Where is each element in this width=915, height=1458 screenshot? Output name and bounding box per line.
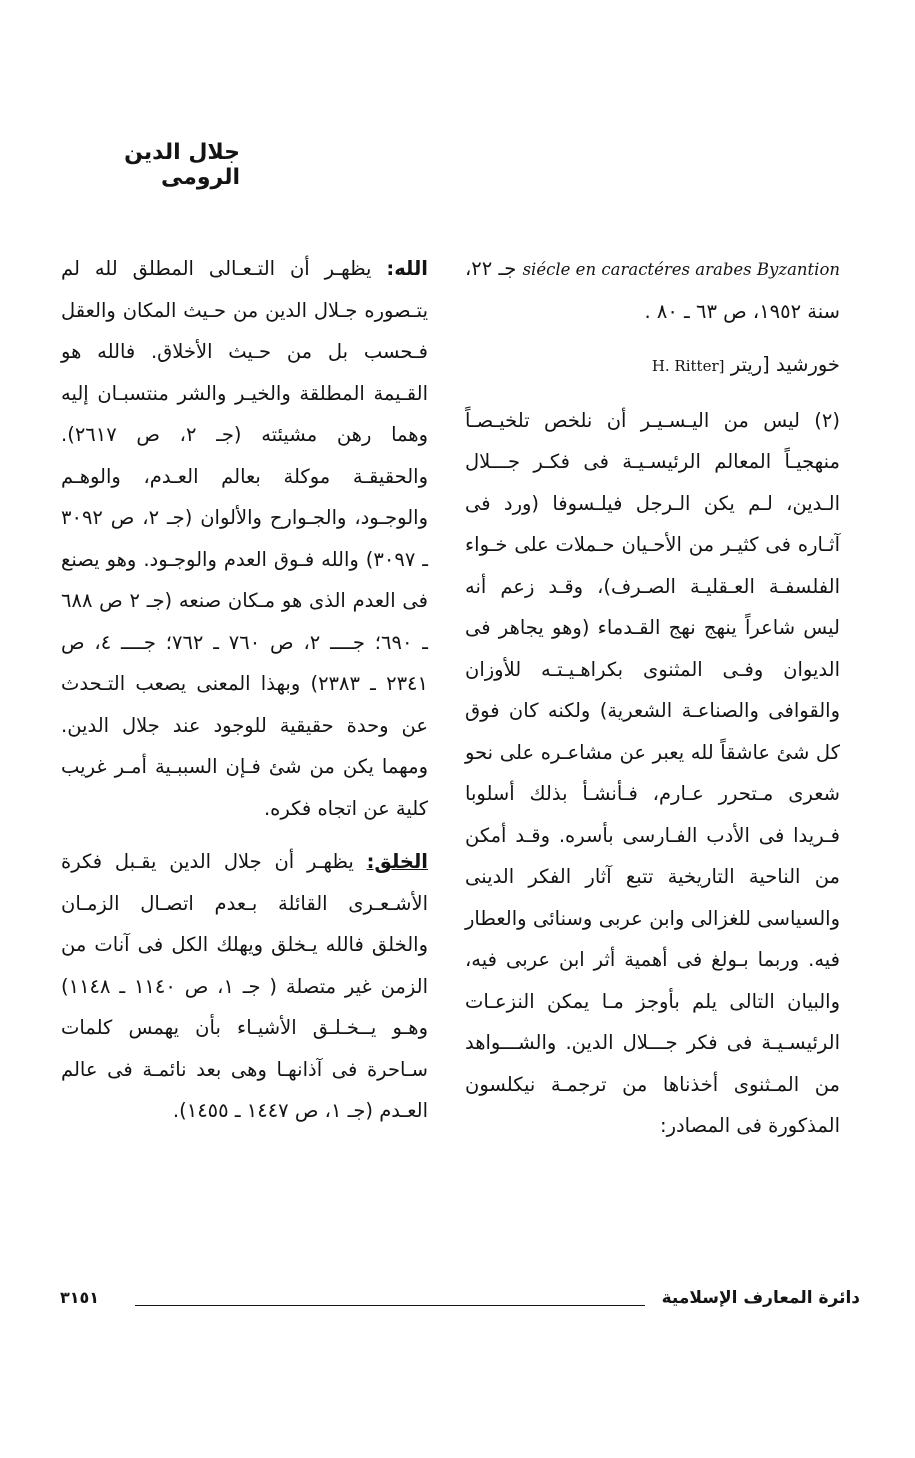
creation-paragraph (61, 841, 428, 1132)
citation-latin: siécle en caractéres arabes Byzantion (522, 260, 841, 279)
note-body: تلخيـصـاً منهجيـاً المعالم الرئيسـيـة فى فكـر جـــلال الـدين، لـم يكن الـرجل فيلـسوفا (ورد فى آثـاره فى كثيـر من الأحـيان حـملات على خـواء الفلسفـة العـقليـة الصـرف)، وقـد زعم أنه ليس شاعراً ينهج نهج القـدماء (وهو يجاهر فى الديوان وفـى المثنوى بكراهـيـتـه للأوزان والقوافى والصناعـة الشعرية) ولكنه كان فوق كل شئ عاشقاً لله يعبر عن مشاعـره على نحو شعرى مـتحرر عـارم، فـأنشـأ بذلك أسلوبا فـريدا فى الأدب الفـارسى بأسره. وقـد أمكن من الناحية التاريخية تتبع آثار الفكر الدينى والسياسى للغزالى وابن عربى وسنائى والعطار فيه. وربما بـولغ فى أهمية أثر ابن عربى فيه، والبيان التالى يلم بأوجز مـا يمكن النزعـات الرئيسـيـة فى فكر جـــلال الدين. والشـــواهد من المـثنوى أخذناها من ترجمـة نيكلسون المذكورة فى المصادر: (465, 408, 840, 1137)
footer-rule (135, 1305, 645, 1306)
author-latin: H. Ritter] (651, 357, 725, 375)
god-paragraph (61, 248, 428, 829)
page-number: ٣١٥١ (60, 1288, 100, 1307)
footer-encyclopedia-title: دائرة المعارف الإسلامية (661, 1288, 860, 1308)
author-paragraph (465, 344, 840, 388)
creation-body: يظهـر أن جلال الدين يقـبل فكرة الأشـعـرى القائلة بـعدم اتصـال الزمـان والخلق فالله يـخلق ويهلك الكل فى آنات من الزمن غير متصلة ( جـ ١، ص ١١٤٠ ـ ١١٤٨) وهـو يــخـلـق الأشيـاء بأن يهمس كلمات سـاحرة فى آذانهـا وهى بعد نائمـة فى عالم العـدم (جـ ١، ص ١٤٤٧ ـ ١٤٥٥). (61, 850, 428, 1122)
note-lead: (٢) ليس من اليـسـيـر أن نلخص (544, 408, 840, 432)
running-title: جلال الدين الرومى (124, 140, 240, 190)
right-column (465, 248, 840, 1147)
page-footer (60, 1288, 860, 1318)
note-paragraph (465, 400, 840, 1147)
author-arabic: خورشيد [ريتر (730, 353, 840, 376)
god-body: يظهـر أن التـعـالى المطلق لله لم يتـصوره جـلال الدين من حـيث المكان والعقل فـحسب بل من حـيث الأخلاق. فالله هو القـيمة المطلقة والخيـر والشر منتسبـان إليه وهما رهن مشيئته (جـ ٢، ص ٢٦١٧). والحقيقـة موكلة بعالم العـدم، والوهـم والوجـود، والجـوارح والألوان (جـ ٢، ص ٣٠٩٢ ـ ٣٠٩٧) والله فـوق العدم والوجـود. وهو يصنع فى العدم الذى هو مـكان صنعه (جـ ٢ ص ٦٨٨ ـ ٦٩٠؛ جــــ ٢، ص ٧٦٠ ـ ٧٦٢؛ جــــ ٤، ص ٢٣٤١ ـ ٢٣٨٣) وبهذا المعنى يصعب التـحدث عن وحدة حقيقية للوجود عند جلال الدين. ومهما يكن من شئ فـإن السببـية أمـر غريب كلية عن اتجاه فكره. (61, 257, 428, 820)
citation-paragraph (465, 248, 840, 332)
god-heading: الله: (386, 257, 428, 280)
left-column (61, 248, 428, 1132)
citation-arabic: جـ ٢٢، سنة ١٩٥٢، ص ٦٣ ـ ٨٠ . (465, 257, 840, 323)
creation-heading: الخلق: (366, 850, 428, 873)
